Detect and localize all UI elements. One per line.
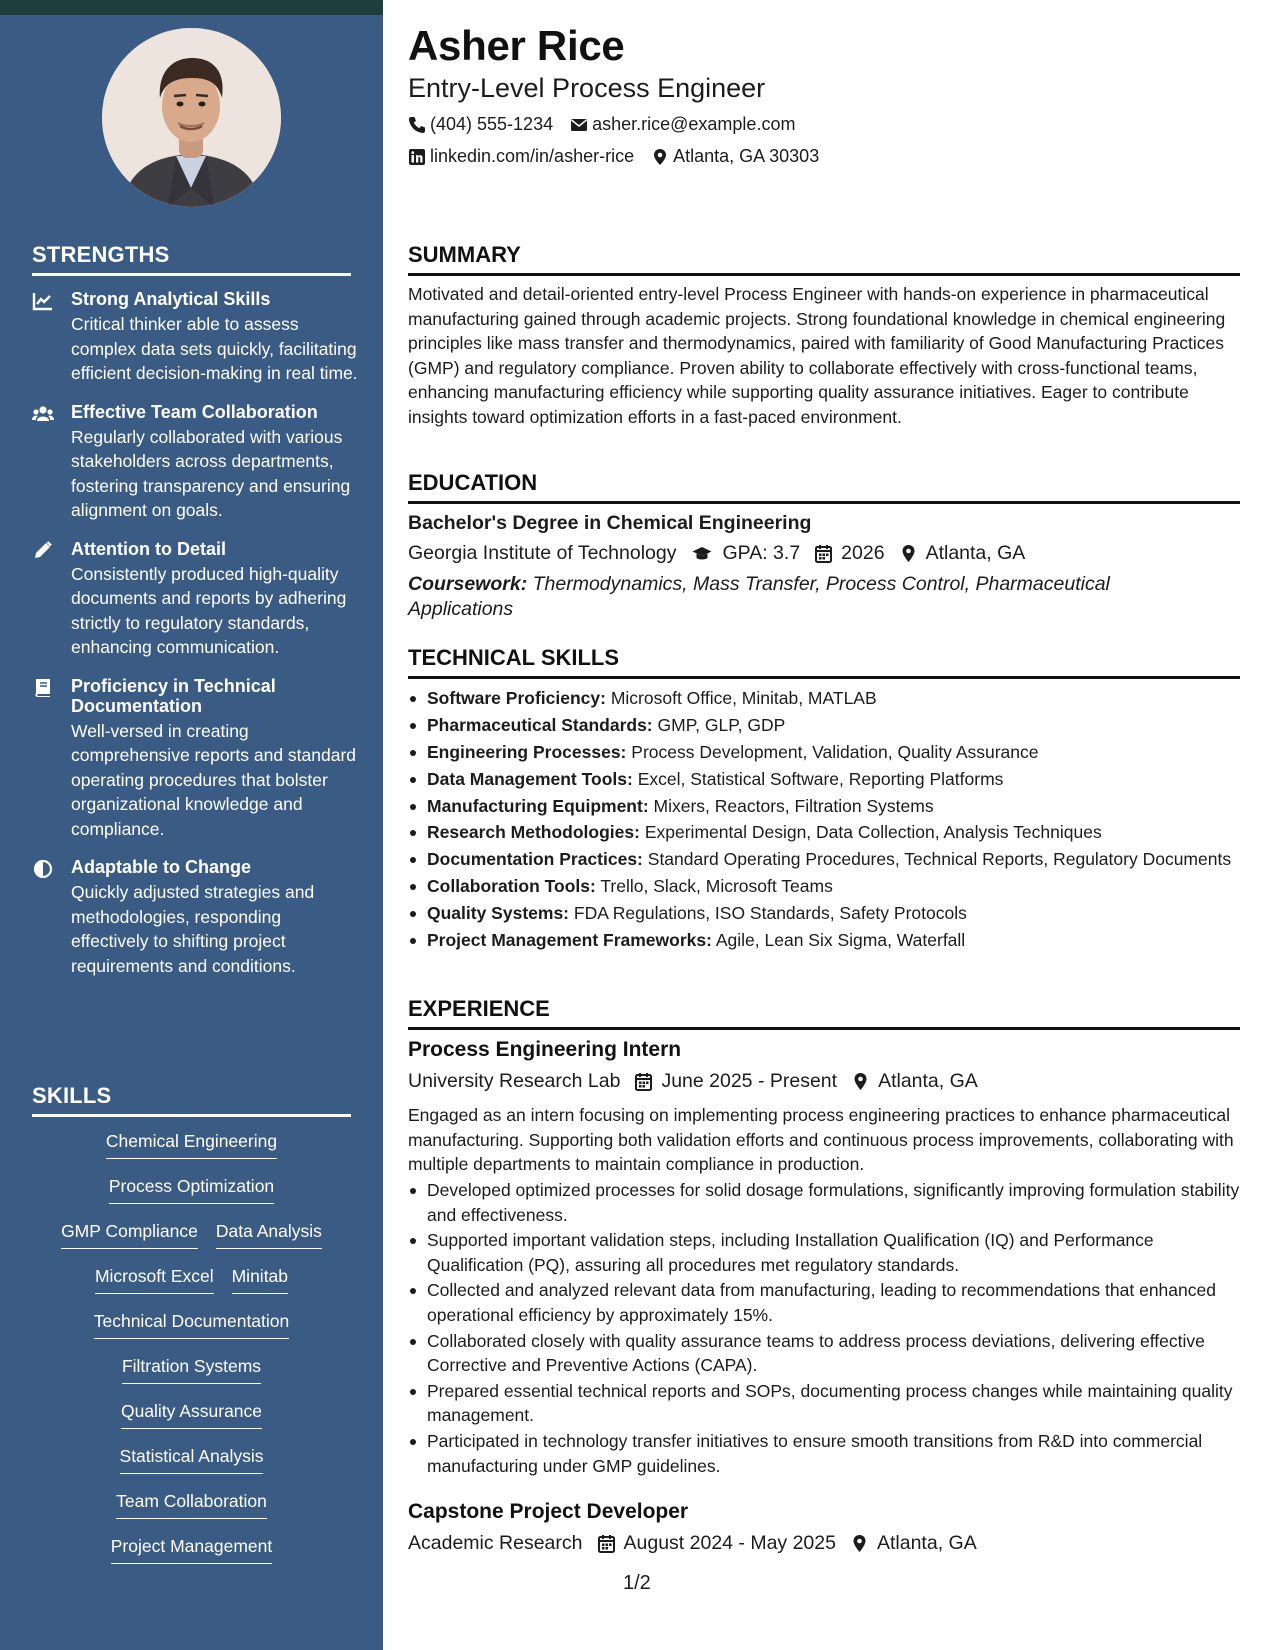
job-org	[408, 1070, 620, 1093]
experience-heading: EXPERIENCE	[408, 996, 1240, 1030]
linkedin-contact[interactable]	[408, 146, 634, 167]
candidate-title: Entry-Level Process Engineer	[408, 73, 766, 103]
skill-values: Trello, Slack, Microsoft Teams	[600, 876, 833, 897]
org-text: Academic Research	[408, 1532, 583, 1554]
list-item	[408, 740, 1240, 765]
strength-item	[32, 539, 362, 660]
strength-item	[32, 402, 362, 523]
coursework-label: Coursework:	[408, 573, 528, 595]
job-dates	[597, 1532, 836, 1555]
skill-values: Process Development, Validation, Quality Assurance	[631, 741, 1039, 762]
strength-description: Consistently produced high-quality documents and reports by adhering strictly to regulatory standards, enhancing communication.	[71, 563, 347, 657]
skill-tag: Team Collaboration	[116, 1488, 267, 1519]
list-item: Participated in technology transfer initiatives to ensure smooth transitions from R&D into commercial manufacturing under GMP guidelines.	[408, 1429, 1240, 1478]
linkedin-text[interactable]: linkedin.com/in/asher-rice	[430, 146, 635, 166]
phone-contact	[408, 114, 553, 135]
strength-description: Regularly collaborated with various stakeholders across departments, fostering transparency and ensuring alignment on goals.	[71, 426, 351, 520]
candidate-name: Asher Rice	[408, 22, 625, 69]
contact-row	[408, 146, 836, 167]
job-location	[851, 1070, 978, 1093]
list-item: Developed optimized processes for solid dosage formulations, significantly improving formulation stability and effectiveness.	[408, 1178, 1240, 1227]
job-location	[850, 1532, 977, 1555]
location-text: Atlanta, GA	[876, 1532, 977, 1554]
list-item	[408, 820, 1240, 845]
list-item	[408, 901, 1240, 926]
list-item: Collaborated closely with quality assurance teams to address process deviations, delivering effective Corrective and Preventive Actions (CAPA).	[408, 1329, 1240, 1378]
org-text: University Research Lab	[408, 1070, 621, 1092]
school-text: Georgia Institute of Technology	[408, 542, 677, 564]
graduation-cap-icon	[690, 544, 714, 563]
coursework	[408, 572, 1188, 622]
skill-category: Software Proficiency:	[427, 688, 606, 708]
job-description: Engaged as an intern focusing on implementing process engineering practices to enhance pharmaceutical manufacturing. Supporting both validation efforts and continuous process improvements, collaborating with multiple departments to maintain compliance in production.	[408, 1105, 1234, 1175]
skill-category: Collaboration Tools:	[427, 876, 596, 897]
strength-description: Quickly adjusted strategies and methodologies, responding effectively to shifting project requirements and conditions.	[71, 882, 315, 976]
job-dates	[634, 1070, 837, 1093]
skill-tag: Technical Documentation	[94, 1308, 290, 1339]
page-number: 1/2	[623, 1572, 651, 1594]
skill-category: Research Methodologies:	[427, 822, 640, 843]
list-item	[408, 847, 1240, 872]
calendar-icon	[814, 544, 833, 563]
skill-category: Pharmaceutical Standards:	[427, 714, 653, 735]
skill-category: Data Management Tools:	[427, 768, 633, 789]
skill-tag: Chemical Engineering	[106, 1128, 277, 1159]
skills-tag-list	[32, 1128, 351, 1578]
strength-title: Strong Analytical Skills	[71, 289, 271, 309]
job-org	[408, 1532, 583, 1555]
list-item: Supported important validation steps, including Installation Qualification (IQ) and Performance Qualification (PQ), assuring all procedures met regulatory standards.	[408, 1228, 1240, 1277]
strength-description: Well-versed in creating comprehensive reports and standard operating procedures that bolster organizational knowledge and compliance.	[71, 720, 357, 839]
skill-values: FDA Regulations, ISO Standards, Safety Protocols	[573, 903, 967, 924]
school-location	[899, 542, 1026, 565]
technical-skills-list	[408, 686, 1240, 955]
strengths-list	[32, 289, 362, 994]
skill-tag: Project Management	[111, 1533, 272, 1564]
strength-title: Proficiency in Technical Documentation	[71, 675, 276, 716]
location-text: Atlanta, GA	[878, 1070, 978, 1092]
strength-item	[32, 289, 362, 386]
skill-tag: Microsoft Excel	[95, 1263, 214, 1294]
map-pin-icon	[899, 544, 918, 563]
location-contact	[651, 146, 819, 167]
skills-heading: SKILLS	[32, 1083, 351, 1117]
list-item	[408, 713, 1240, 738]
calendar-icon	[597, 1534, 616, 1553]
contact-row	[408, 114, 812, 135]
skill-values: Experimental Design, Data Collection, Analysis Techniques	[644, 822, 1102, 843]
envelope-icon	[570, 116, 588, 134]
strength-item	[32, 676, 362, 842]
skill-tag: GMP Compliance	[61, 1218, 198, 1249]
degree-title: Bachelor's Degree in Chemical Engineering	[408, 512, 812, 534]
strength-item	[32, 857, 362, 978]
sidebar-top-bar	[0, 0, 383, 15]
technical-skills-heading: TECHNICAL SKILLS	[408, 645, 1240, 679]
dates-text: August 2024 - May 2025	[623, 1532, 836, 1554]
skill-values: Standard Operating Procedures, Technical Reports, Regulatory Documents	[647, 849, 1232, 870]
education-heading: EDUCATION	[408, 470, 1240, 504]
skill-tag: Data Analysis	[216, 1218, 322, 1249]
map-pin-icon	[851, 1072, 870, 1091]
map-pin-icon	[850, 1534, 869, 1553]
list-item: Collected and analyzed relevant data from manufacturing, leading to recommendations that enhanced operational efficiency by approximately 15%.	[408, 1278, 1240, 1327]
skill-tag: Process Optimization	[109, 1173, 274, 1204]
skill-values: Excel, Statistical Software, Reporting Platforms	[637, 768, 1004, 789]
profile-photo	[102, 28, 281, 207]
education-meta	[408, 542, 1039, 565]
list-item	[408, 928, 1240, 953]
skill-values: Mixers, Reactors, Filtration Systems	[653, 795, 934, 816]
job-title: Process Engineering Intern	[408, 1038, 682, 1061]
skill-values: GMP, GLP, GDP	[657, 714, 786, 735]
list-item: Prepared essential technical reports and SOPs, documenting process changes while maintaining quality management.	[408, 1379, 1240, 1428]
location-text: Atlanta, GA 30303	[673, 146, 820, 166]
summary-heading: SUMMARY	[408, 242, 1240, 276]
job-title: Capstone Project Developer	[408, 1500, 689, 1523]
phone-icon	[408, 116, 426, 134]
skill-category: Manufacturing Equipment:	[427, 795, 649, 816]
year-text: 2026	[841, 542, 885, 564]
list-item	[408, 767, 1240, 792]
strengths-heading: STRENGTHS	[32, 242, 351, 276]
map-pin-icon	[651, 148, 669, 166]
users-icon	[32, 404, 54, 424]
graduation-year	[814, 542, 884, 565]
list-item	[408, 794, 1240, 819]
strength-title: Adaptable to Change	[71, 857, 252, 877]
skill-tag: Minitab	[232, 1263, 288, 1294]
calendar-icon	[634, 1072, 653, 1091]
skill-tag: Statistical Analysis	[120, 1443, 264, 1474]
sidebar	[0, 0, 383, 1650]
strength-title: Effective Team Collaboration	[71, 401, 318, 422]
strength-description: Critical thinker able to assess complex data sets quickly, facilitating efficient decision-making in real time.	[71, 314, 358, 383]
pencil-icon	[32, 541, 54, 561]
skill-category: Quality Systems:	[427, 903, 569, 924]
skill-tag: Quality Assurance	[121, 1398, 262, 1429]
book-icon	[32, 678, 54, 698]
job-meta	[408, 1532, 991, 1555]
skill-category: Project Management Frameworks:	[427, 930, 712, 951]
adjust-icon	[32, 859, 54, 879]
summary-text: Motivated and detail-oriented entry-level Process Engineer with hands-on experience in pharmaceutical manufacturing gained through academic projects. Strong foundational knowledge in chemical engineering principles like mass transfer and thermodynamics, paired with familiarity of Good Manufacturing Practices (GMP) and regulatory compliance. Proven ability to collaborate effectively with cross-functional teams, enhancing manufacturing efficiency while supporting quality assurance initiatives. Eager to contribute insights toward optimization efforts in a fast-paced environment.	[408, 284, 1226, 427]
skill-category: Engineering Processes:	[427, 741, 627, 762]
gpa-text: GPA: 3.7	[722, 542, 801, 564]
linkedin-icon	[408, 148, 426, 166]
skill-values: Microsoft Office, Minitab, MATLAB	[610, 688, 877, 708]
job-meta	[408, 1070, 992, 1093]
job-bullets	[408, 1178, 1240, 1479]
coursework-text: Thermodynamics, Mass Transfer, Process Control, Pharmaceutical Applications	[408, 573, 1110, 620]
gpa	[690, 542, 800, 565]
email-contact[interactable]	[570, 114, 795, 135]
chart-line-icon	[32, 291, 54, 311]
skill-category: Documentation Practices:	[427, 849, 643, 870]
list-item	[408, 874, 1240, 899]
dates-text: June 2025 - Present	[661, 1070, 838, 1092]
phone-text: (404) 555-1234	[430, 114, 554, 134]
school-location-text: Atlanta, GA	[925, 542, 1026, 564]
email-text[interactable]: asher.rice@example.com	[592, 114, 796, 134]
school-name	[408, 542, 676, 565]
strength-title: Attention to Detail	[71, 538, 226, 559]
skill-values: Agile, Lean Six Sigma, Waterfall	[715, 930, 966, 951]
list-item	[408, 686, 1240, 711]
skill-tag: Filtration Systems	[122, 1353, 261, 1384]
